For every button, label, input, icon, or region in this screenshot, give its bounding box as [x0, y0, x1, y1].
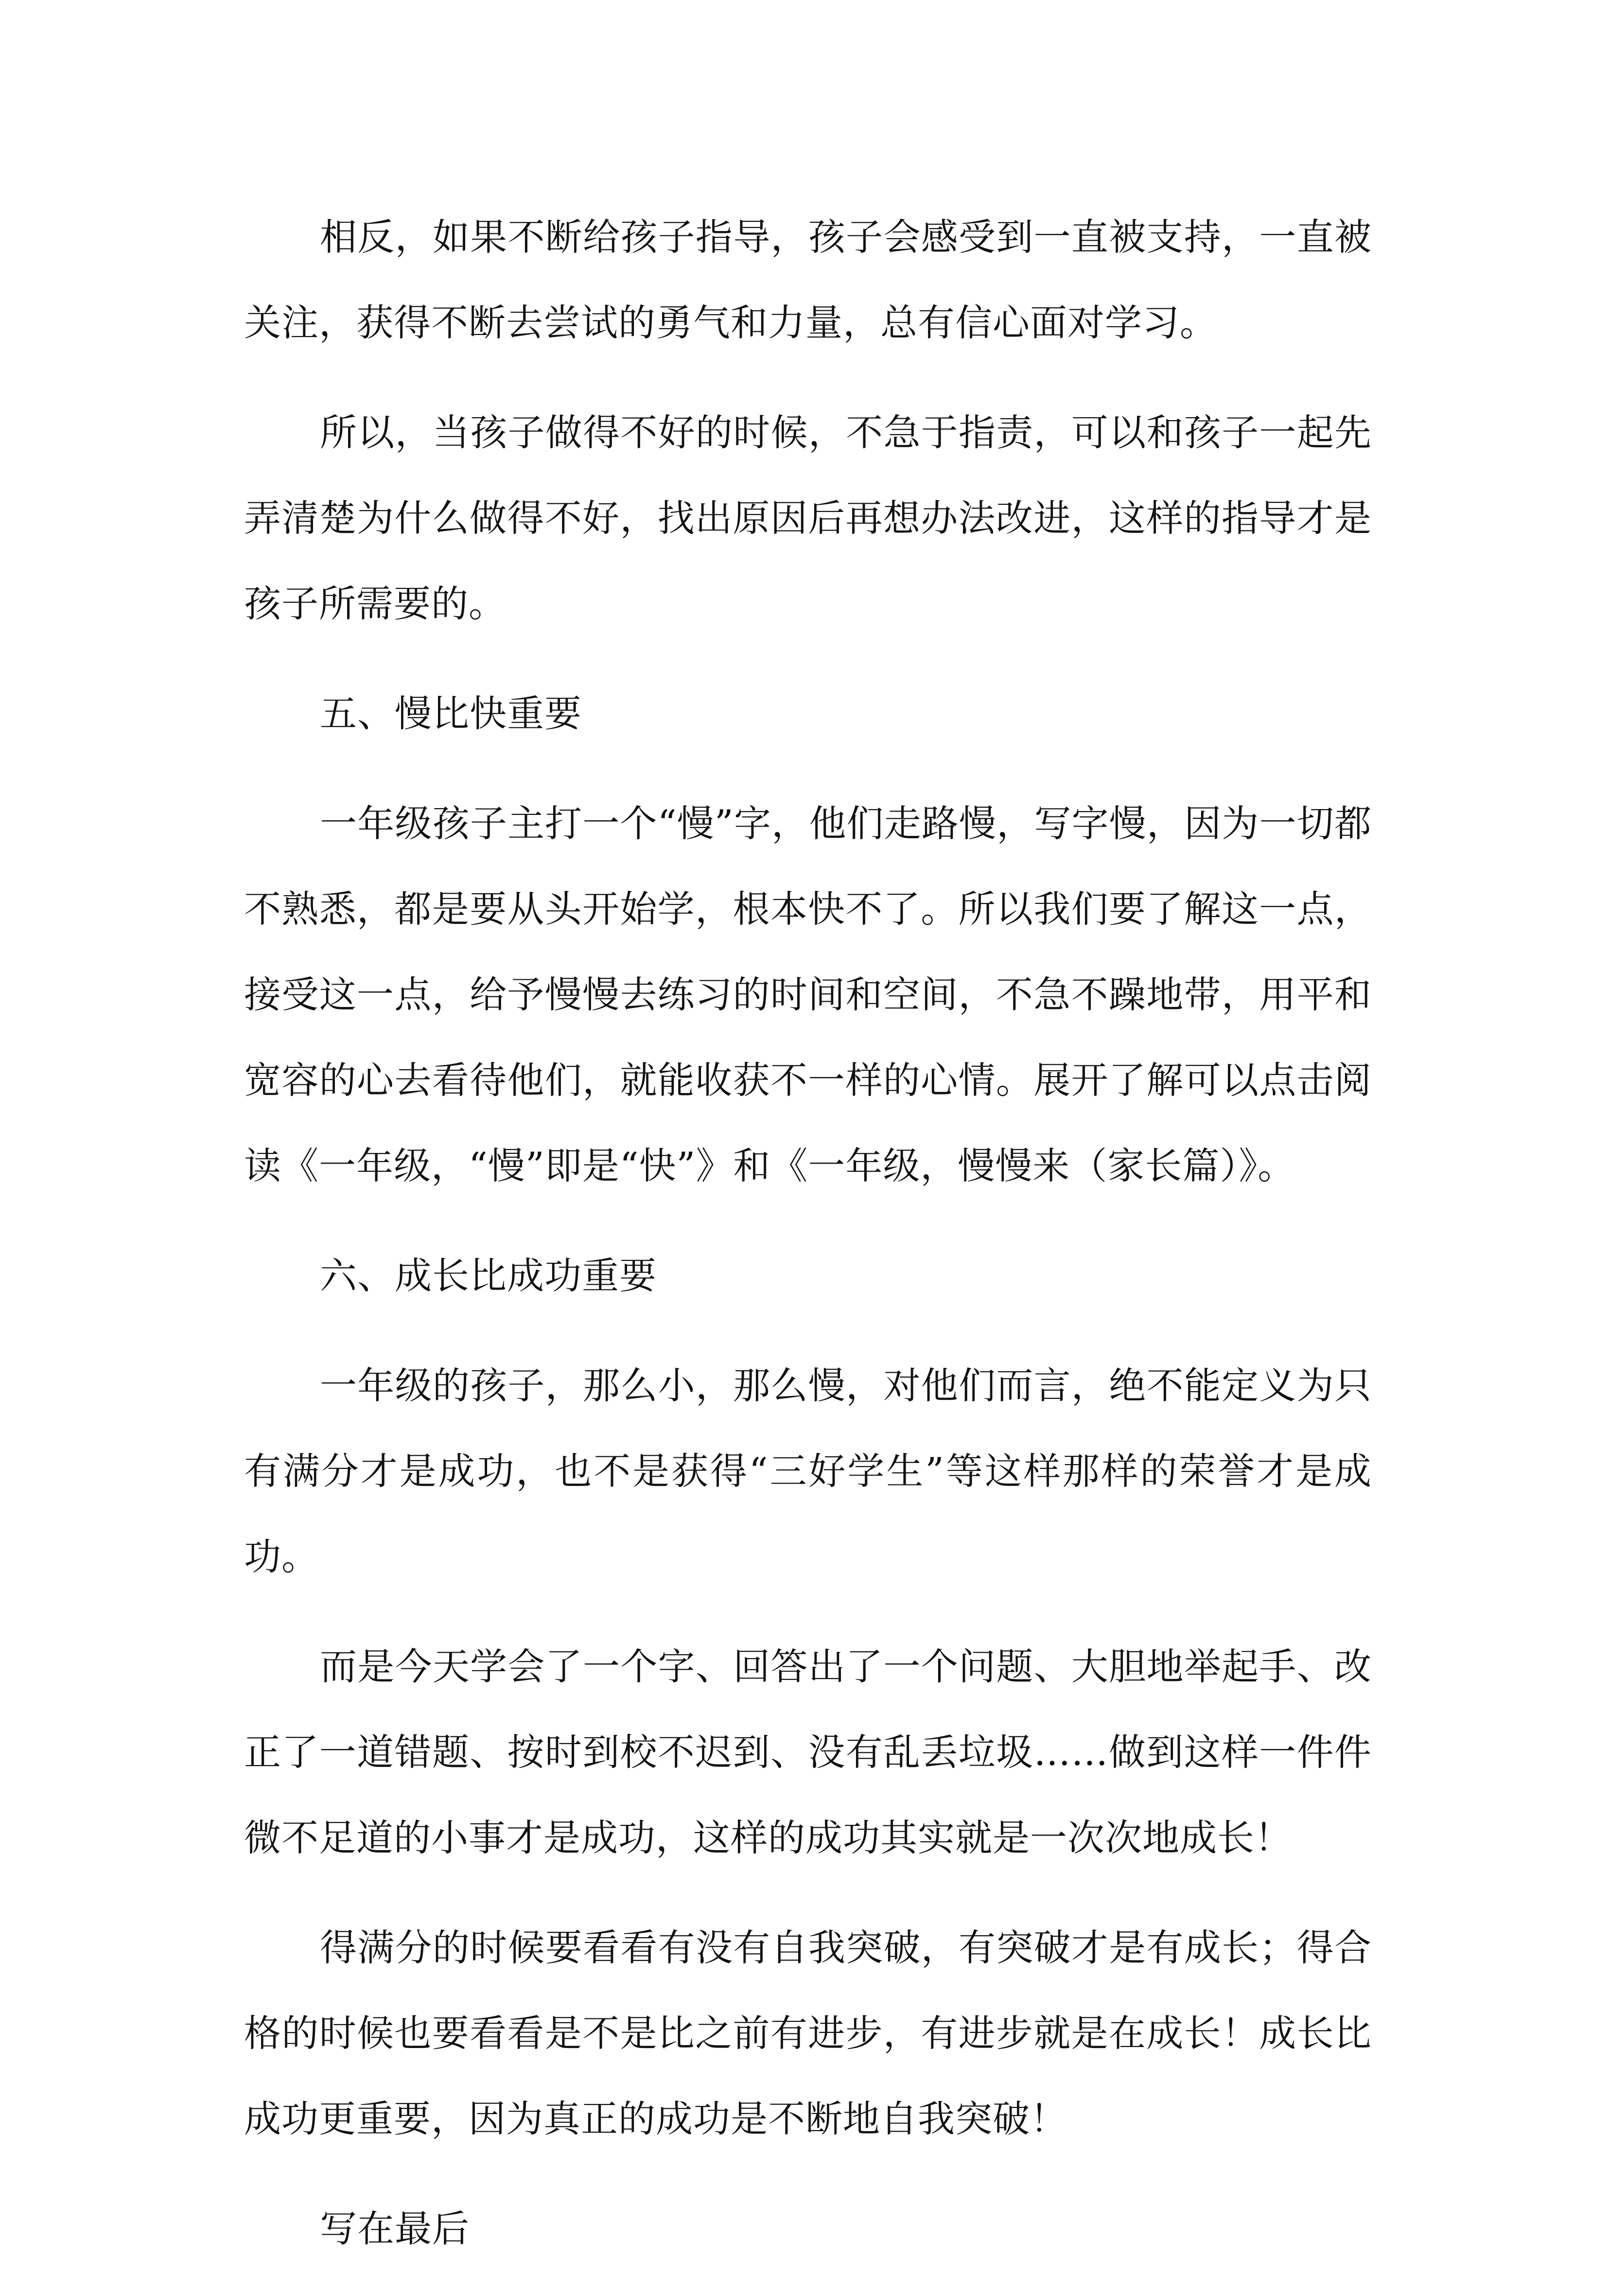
paragraph-guidance: 所以，当孩子做得不好的时候，不急于指责，可以和孩子一起先弄清楚为什么做得不好，找出原因后再想办法改进，这样的指导才是孩子所需要的。	[244, 411, 1372, 625]
document-body	[244, 194, 1372, 2296]
closing-heading: 写在最后	[320, 2207, 470, 2250]
paragraph-breakthrough: 得满分的时候要看看有没有自我突破，有突破才是有成长；得合格的时候也要看看是不是比之前有进步，有进步就是在成长！成长比成功更重要，因为真正的成功是不断地自我突破！	[244, 1926, 1372, 2140]
paragraph-success-definition: 一年级的孩子，那么小，那么慢，对他们而言，绝不能定义为只有满分才是成功，也不是获得“三好学生”等这样那样的荣誉才是成功。	[244, 1364, 1372, 1578]
paragraph-small-achievements: 而是今天学会了一个字、回答出了一个问题、大胆地举起手、改正了一道错题、按时到校不迟到、没有乱丢垃圾……做到这样一件件微不足道的小事才是成功，这样的成功其实就是一次次地成长！	[244, 1645, 1372, 1859]
paragraph-support: 相反，如果不断给孩子指导，孩子会感受到一直被支持，一直被关注，获得不断去尝试的勇气和力量，总有信心面对学习。	[244, 215, 1372, 344]
section-heading-slow: 五、慢比快重要	[320, 692, 582, 735]
paragraph-slow: 一年级孩子主打一个“慢”字，他们走路慢，写字慢，因为一切都不熟悉，都是要从头开始学，根本快不了。所以我们要了解这一点，接受这一点，给予慢慢去练习的时间和空间，不急不躁地带，用平和宽容的心去看待他们，就能收获不一样的心情。展开了解可以点击阅读《一年级，“慢”即是“快”》和《一年级，慢慢来（家长篇）》。	[244, 802, 1372, 1187]
section-heading-growth: 六、成长比成功重要	[320, 1254, 657, 1297]
